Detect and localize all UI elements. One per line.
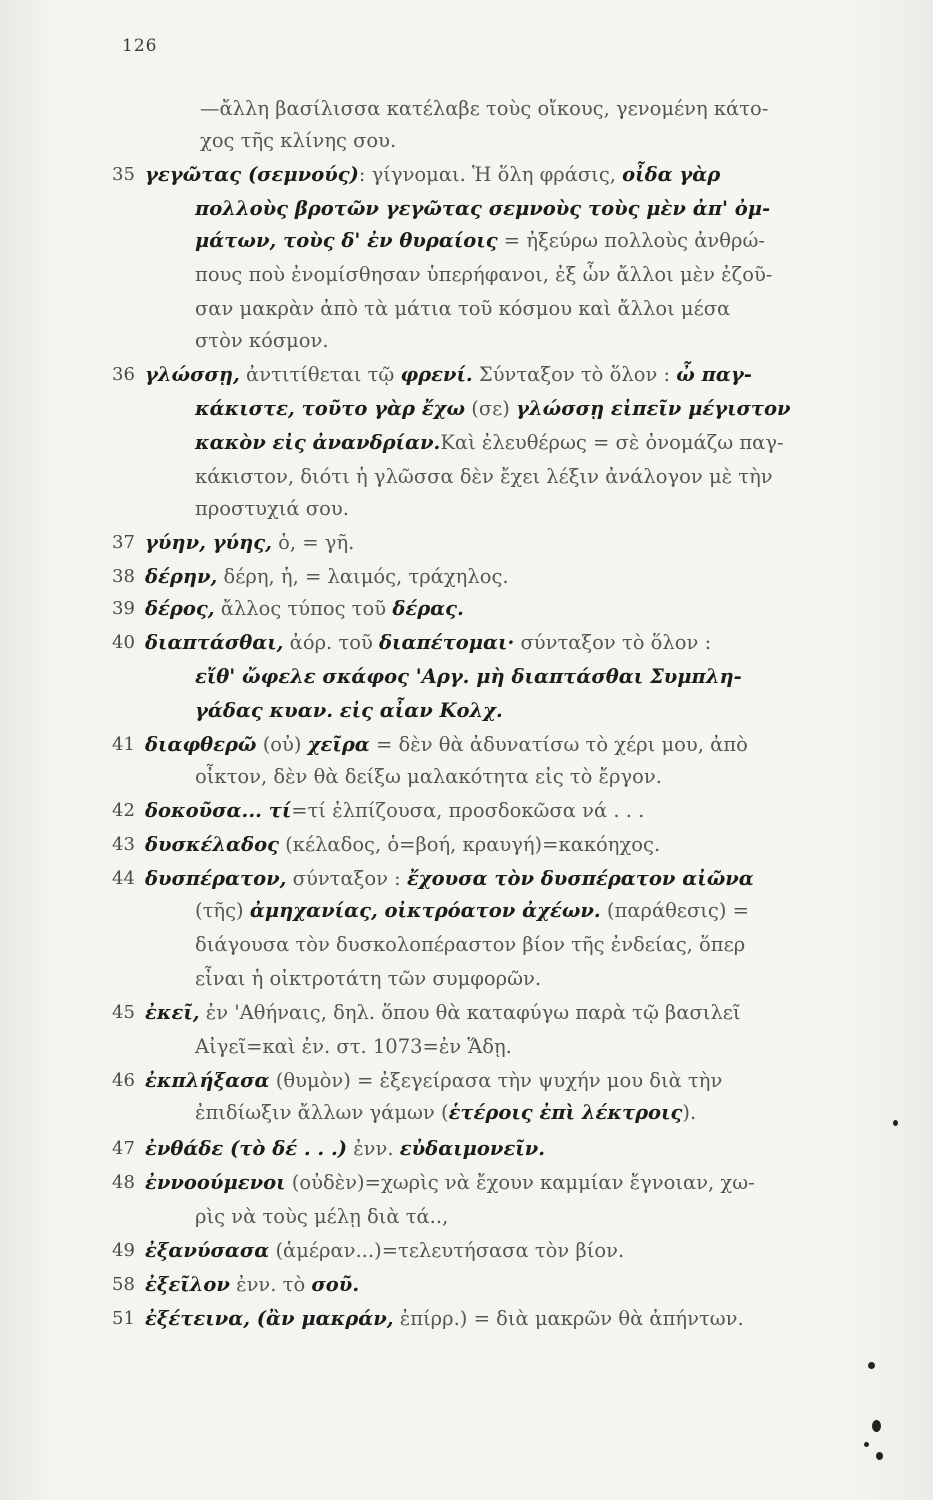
gloss-text: Σύνταξον τὸ ὅλον :	[472, 363, 677, 386]
lemma-text: ἔχουσα τὸν δυσπέρατον αἰῶνα	[406, 867, 754, 890]
lemma-text: γάδας κυαν. εἰς αἶαν Κολχ.	[195, 699, 503, 722]
entry-number: 41	[112, 734, 135, 755]
lemma-text: κακὸν εἰς ἀνανδρίαν.	[195, 431, 441, 454]
entry-number: 49	[112, 1240, 135, 1261]
lemma-text: ἐξεῖλον	[145, 1273, 230, 1296]
gloss-text: ).	[682, 1101, 697, 1124]
gloss-text: ὁ, = γῆ.	[271, 531, 355, 554]
text-line	[195, 899, 749, 923]
gloss-text: οἶκτον, δὲν θὰ δείξω μαλακότητα εἰς τὸ ἔργον.	[195, 765, 662, 788]
text-line	[195, 933, 745, 957]
text-line	[195, 665, 742, 689]
page-number: 126	[122, 36, 158, 56]
text-line	[195, 263, 772, 287]
text-line	[145, 363, 752, 387]
entry-number: 47	[112, 1138, 135, 1159]
entry-number: 48	[112, 1172, 135, 1193]
text-line	[195, 465, 773, 489]
text-line	[145, 531, 354, 555]
lemma-text: δοκοῦσα... τί	[145, 799, 292, 822]
gloss-text: : γίγνομαι. Ἡ ὅλη φράσις,	[358, 163, 623, 186]
gloss-text: σύνταξον τὸ ὅλον :	[514, 631, 712, 654]
text-line	[145, 631, 711, 655]
text-line	[145, 1239, 624, 1263]
entry-number: 35	[112, 164, 135, 185]
lemma-text: διαφθερῶ	[145, 733, 257, 756]
lemma-text: εἴθ' ὤφελε σκάφος 'Αργ. μὴ διαπτάσθαι Συμπλη-	[195, 665, 742, 688]
gloss-text: ἀόρ. τοῦ	[283, 631, 380, 654]
entry-number: 37	[112, 532, 135, 553]
lemma-text: ὦ παγ-	[676, 363, 752, 386]
ink-speck	[868, 1362, 875, 1369]
text-line	[195, 297, 730, 321]
gloss-text: Αἰγεῖ=καὶ ἐν. στ. 1073=ἐν Ἅδῃ.	[195, 1035, 512, 1058]
gloss-text: = ἠξεύρω πολλοὺς ἀνθρώ-	[497, 229, 765, 252]
gloss-text: (κέλαδος, ὁ=βοή, κραυγή)=κακόηχος.	[278, 833, 661, 856]
lemma-text: χεῖρα	[307, 733, 370, 756]
gloss-text: στὸν κόσμον.	[195, 329, 329, 352]
text-line	[195, 197, 770, 221]
text-line	[195, 431, 784, 455]
lemma-text: ἑτέροις ἐπὶ λέκτροις	[448, 1101, 683, 1124]
entry-number: 38	[112, 566, 135, 587]
ink-speck	[864, 1442, 869, 1447]
text-line	[195, 229, 765, 253]
gloss-text: (οὐδὲν)=χωρὶς νὰ ἔχουν καμμίαν ἔγνοιαν, χω-	[285, 1171, 755, 1194]
entry-number: 36	[112, 364, 135, 385]
gloss-text: ρὶς νὰ τοὺς μέλῃ διὰ τά..,	[195, 1205, 449, 1228]
gloss-text: (οὐ)	[256, 733, 308, 756]
lemma-text: γλώσσῃ εἰπεῖν μέγιστον	[516, 397, 791, 420]
gloss-text: (παράθεσις) =	[600, 899, 749, 922]
text-line	[195, 1035, 512, 1059]
lemma-text: ἐνθάδε (τὸ δέ . . .)	[145, 1137, 348, 1160]
lemma-text: φρενί.	[400, 363, 473, 386]
entry-number: 40	[112, 632, 135, 653]
lemma-text: εὐδαιμονεῖν.	[399, 1137, 546, 1160]
gloss-text: (ἁμέραν...)=τελευτήσασα τὸν βίον.	[269, 1239, 625, 1262]
lemma-text: κάκιστε, τοῦτο γὰρ ἔχω	[195, 397, 466, 420]
gloss-text: ἀντιτίθεται τῷ	[239, 363, 401, 386]
text-line	[145, 1273, 359, 1297]
gloss-text: εἶναι ἡ οἰκτροτάτη τῶν συμφορῶν.	[195, 967, 542, 990]
entry-number: 43	[112, 834, 135, 855]
text-line	[145, 163, 720, 187]
lemma-text: δυσκέλαδος	[145, 833, 279, 856]
lemma-text: ἐξανύσασα	[145, 1239, 270, 1262]
text-line	[195, 1205, 448, 1229]
lemma-text: δέρας.	[392, 597, 464, 620]
text-line	[195, 1101, 696, 1125]
text-line	[195, 765, 662, 789]
lemma-text: ἐκπλήξασα	[145, 1069, 270, 1092]
gloss-text: χος τῆς κλίνης σου.	[200, 129, 397, 152]
gloss-text: = δὲν θὰ ἀδυνατίσω τὸ χέρι μου, ἀπὸ	[369, 733, 748, 756]
lemma-text: πολλοὺς βροτῶν γεγῶτας σεμνοὺς τοὺς μὲν ἀπ' ὀμ-	[195, 197, 771, 220]
gloss-text: —ἄλλη βασίλισσα κατέλαβε τοὺς οἴκους, γενομένη κάτο-	[200, 97, 769, 120]
gloss-text: (τῆς)	[195, 899, 250, 922]
ink-speck	[876, 1452, 883, 1460]
gloss-text: σύνταξον :	[286, 867, 407, 890]
lemma-text: γεγῶτας (σεμνούς)	[145, 163, 359, 186]
text-line	[195, 967, 541, 991]
gloss-text: =τί ἐλπίζουσα, προσδοκῶσα νά . . .	[291, 799, 645, 822]
text-line	[145, 597, 464, 621]
gloss-text: ἄλλος τύπος τοῦ	[214, 597, 393, 620]
lemma-text: δέρος,	[145, 597, 215, 620]
lemma-text: διαπέτομαι·	[379, 631, 515, 654]
gloss-text: δέρη, ἡ, = λαιμός, τράχηλος.	[217, 565, 509, 588]
gloss-text: ἐν 'Αθήναις, δηλ. ὅπου θὰ καταφύγω παρὰ τῷ βασιλεῖ	[199, 1001, 741, 1024]
text-line	[195, 699, 503, 723]
ink-speck	[872, 1420, 881, 1432]
gloss-text: ἐπιδίωξιν ἄλλων γάμων (	[195, 1101, 449, 1124]
lemma-text: σοῦ.	[311, 1273, 360, 1296]
text-line	[200, 97, 768, 121]
entry-number: 51	[112, 1308, 135, 1329]
text-line	[195, 397, 791, 421]
gloss-text: ἐνν.	[347, 1137, 400, 1160]
text-line	[145, 1307, 744, 1331]
text-line	[145, 799, 644, 823]
lemma-text: δυσπέρατον,	[145, 867, 287, 890]
text-line	[145, 867, 754, 891]
text-line	[145, 1171, 755, 1195]
text-line	[145, 565, 509, 589]
gloss-text: προστυχιά σου.	[195, 497, 349, 520]
lemma-text: οἶδα γὰρ	[622, 163, 721, 186]
lemma-text: ἀμηχανίας, οἰκτρόατον ἀχέων.	[249, 899, 601, 922]
text-line	[145, 1137, 545, 1161]
lemma-text: μάτων, τοὺς δ' ἐν θυραίοις	[195, 229, 498, 252]
gloss-text: (σε)	[465, 397, 517, 420]
text-line	[145, 733, 748, 757]
entry-number: 58	[112, 1274, 135, 1295]
lemma-text: ἐξέτεινα, (ἂν μακράν,	[145, 1307, 394, 1330]
text-line	[200, 129, 396, 153]
gloss-text: πους ποὺ ἐνομίσθησαν ὑπερήφανοι, ἐξ ὧν ἄλλοι μὲν ἐζοῦ-	[195, 263, 773, 286]
text-line	[195, 497, 349, 521]
text-line	[195, 329, 329, 353]
lemma-text: γύην, γύης,	[145, 531, 272, 554]
text-line	[145, 833, 660, 857]
lemma-text: ἐκεῖ,	[145, 1001, 200, 1024]
entry-number: 44	[112, 868, 135, 889]
entry-number: 39	[112, 598, 135, 619]
ink-speck	[893, 1120, 898, 1126]
gloss-text: σαν μακρὰν ἀπὸ τὰ μάτια τοῦ κόσμου καὶ ἄλλοι μέσα	[195, 297, 731, 320]
entry-number: 42	[112, 800, 135, 821]
entry-number: 45	[112, 1002, 135, 1023]
lemma-text: διαπτάσθαι,	[145, 631, 284, 654]
lemma-text: δέρην,	[145, 565, 218, 588]
gloss-text: διάγουσα τὸν δυσκολοπέραστον βίον τῆς ἐνδείας, ὅπερ	[195, 933, 746, 956]
gloss-text: (θυμὸν) = ἐξεγείρασα τὴν ψυχήν μου διὰ τὴν	[269, 1069, 723, 1092]
entry-number: 46	[112, 1070, 135, 1091]
gloss-text: Καὶ ἐλευθέρως = σὲ ὀνομάζω παγ-	[440, 431, 784, 454]
text-line	[145, 1069, 722, 1093]
lemma-text: ἐννοούμενοι	[145, 1171, 286, 1194]
gloss-text: ἐπίρρ.) = διὰ μακρῶν θὰ ἀπήντων.	[393, 1307, 744, 1330]
gloss-text: κάκιστον, διότι ἡ γλῶσσα δὲν ἔχει λέξιν ἀνάλογον μὲ τὴν	[195, 465, 773, 488]
gloss-text: ἐνν. τὸ	[229, 1273, 312, 1296]
lemma-text: γλώσσῃ,	[145, 363, 240, 386]
text-line	[145, 1001, 741, 1025]
